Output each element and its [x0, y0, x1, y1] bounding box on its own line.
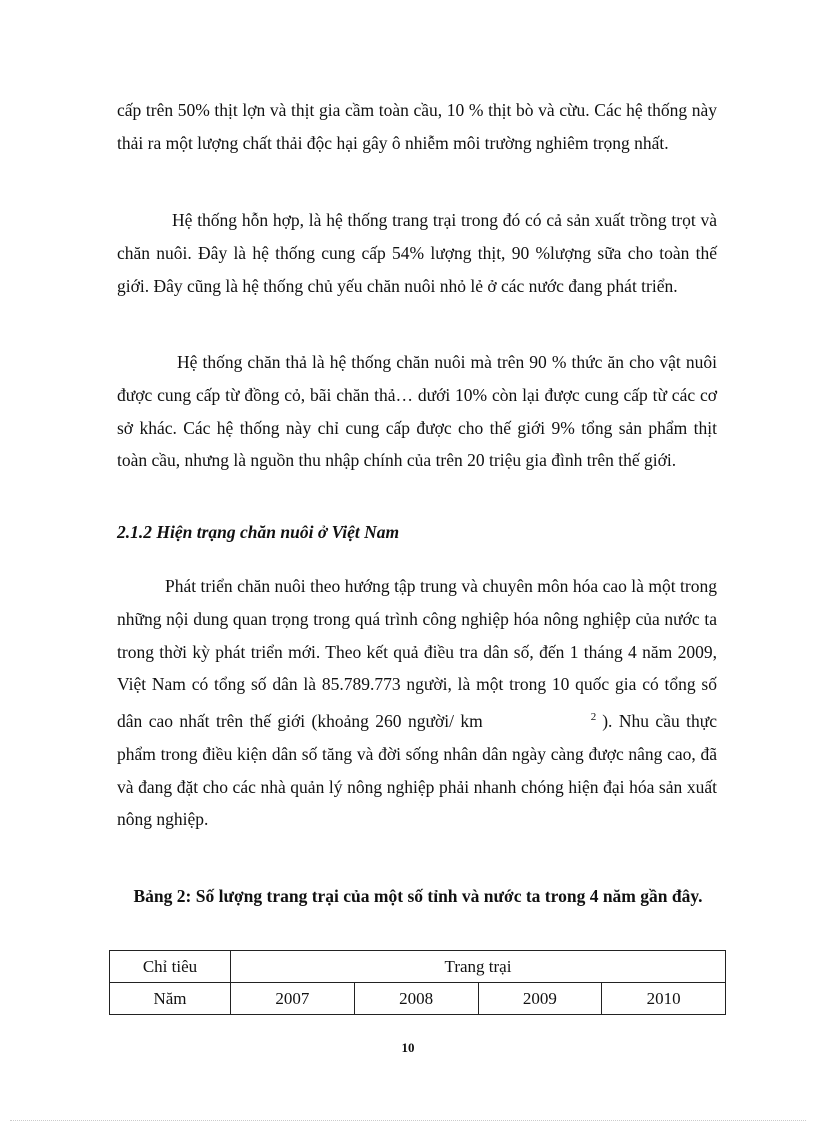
paragraph-vietnam-status [117, 570, 717, 836]
paragraph-intensive-systems: cấp trên 50% thịt lợn và thịt gia cầm toàn cầu, 10 % thịt bò và cừu. Các hệ thống này thải ra một lượng chất thải độc hại gây ô nhiễm môi trường nghiêm trọng nhất. [117, 100, 717, 153]
table-row [110, 983, 726, 1015]
paragraph-vietnam-part1: Phát triển chăn nuôi theo hướng tập trung và chuyên môn hóa cao là một trong những nội dung quan trọng trong quá trình công nghiệp hóa nông nghiệp của nước ta trong thời kỳ phát triển mới. Theo kết quả điều tra dân số, đến 1 tháng 4 năm 2009, Việt Nam có tổng số dân là 85.789.773 người, là một trong 10 quốc gia có tổng số dân cao nhất trên thế giới (khoảng 260 người/ km [117, 576, 717, 732]
paragraph-grazing-systems: Hệ thống chăn thả là hệ thống chăn nuôi mà trên 90 % thức ăn cho vật nuôi được cung cấp từ đồng cỏ, bãi chăn thả… dưới 10% còn lại được cung cấp từ các cơ sở khác. Các hệ thống này chỉ cung cấp được cho thế giới 9% tổng sản phẩm thịt toàn cầu, nhưng là nguồn thu nhập chính của trên 20 triệu gia đình trên thế giới. [117, 352, 717, 471]
paragraph-vietnam-part2: ). Nhu cầu thực phẩm trong điều kiện dân số tăng và đời sống nhân dân ngày càng được nâng cao, đã và đang đặt cho các nhà quản lý nông nghiệp phải nhanh chóng hiện đại hóa sản xuất nông nghiệp. [117, 711, 717, 830]
year-cell: 2008 [354, 983, 478, 1015]
page-number: 10 [401, 1040, 415, 1055]
header-farm-group-cell: Trang trại [231, 951, 726, 983]
year-cell: 2009 [478, 983, 602, 1015]
superscript-two: 2 [590, 711, 597, 724]
year-cell: 2010 [602, 983, 726, 1015]
row-label-year: Năm [110, 983, 231, 1015]
body-text-grazing [117, 346, 717, 477]
body-text-vietnam [117, 570, 717, 836]
table-header-row [110, 951, 726, 983]
section-heading: 2.1.2 Hiện trạng chăn nuôi ở Việt Nam [117, 522, 400, 542]
footer-divider [10, 1120, 806, 1121]
header-indicator-cell: Chỉ tiêu [110, 951, 231, 983]
year-cell: 2007 [231, 983, 355, 1015]
farm-count-table [109, 950, 726, 1015]
body-text-mixed [117, 204, 717, 302]
table-caption: Bảng 2: Số lượng trang trại của một số tỉnh và nước ta trong 4 năm gần đây. [133, 886, 703, 906]
body-text-top [117, 94, 717, 160]
paragraph-mixed-systems: Hệ thống hỗn hợp, là hệ thống trang trại trong đó có cả sản xuất trồng trọt và chăn nuôi. Đây là hệ thống cung cấp 54% lượng thịt, 90 %lượng sữa cho toàn thế giới. Đây cũng là hệ thống chủ yếu chăn nuôi nhỏ lẻ ở các nước đang phát triển. [117, 210, 717, 296]
